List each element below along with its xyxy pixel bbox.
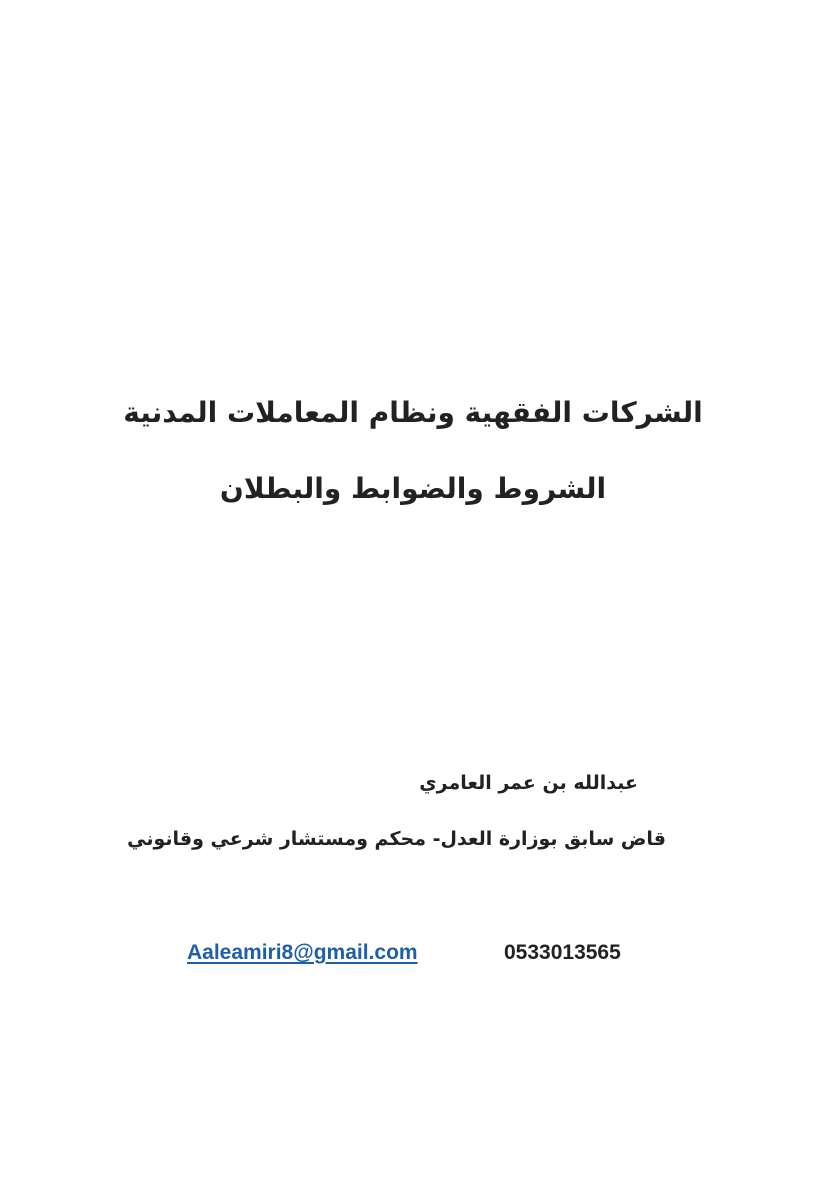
contact-row	[0, 936, 826, 972]
author-role: قاض سابق بوزارة العدل- محكم ومستشار شرعي وقانوني	[127, 828, 666, 850]
phone-number: 0533013565	[504, 941, 621, 964]
title-line-1: الشركات الفقهية ونظام المعاملات المدنية	[123, 396, 703, 429]
title-line-2: الشروط والضوابط والبطلان	[219, 472, 607, 505]
title-block	[0, 392, 826, 510]
author-name: عبدالله بن عمر العامري	[419, 772, 638, 794]
email-link[interactable]: Aaleamiri8@gmail.com	[187, 941, 418, 964]
author-block	[120, 768, 666, 854]
